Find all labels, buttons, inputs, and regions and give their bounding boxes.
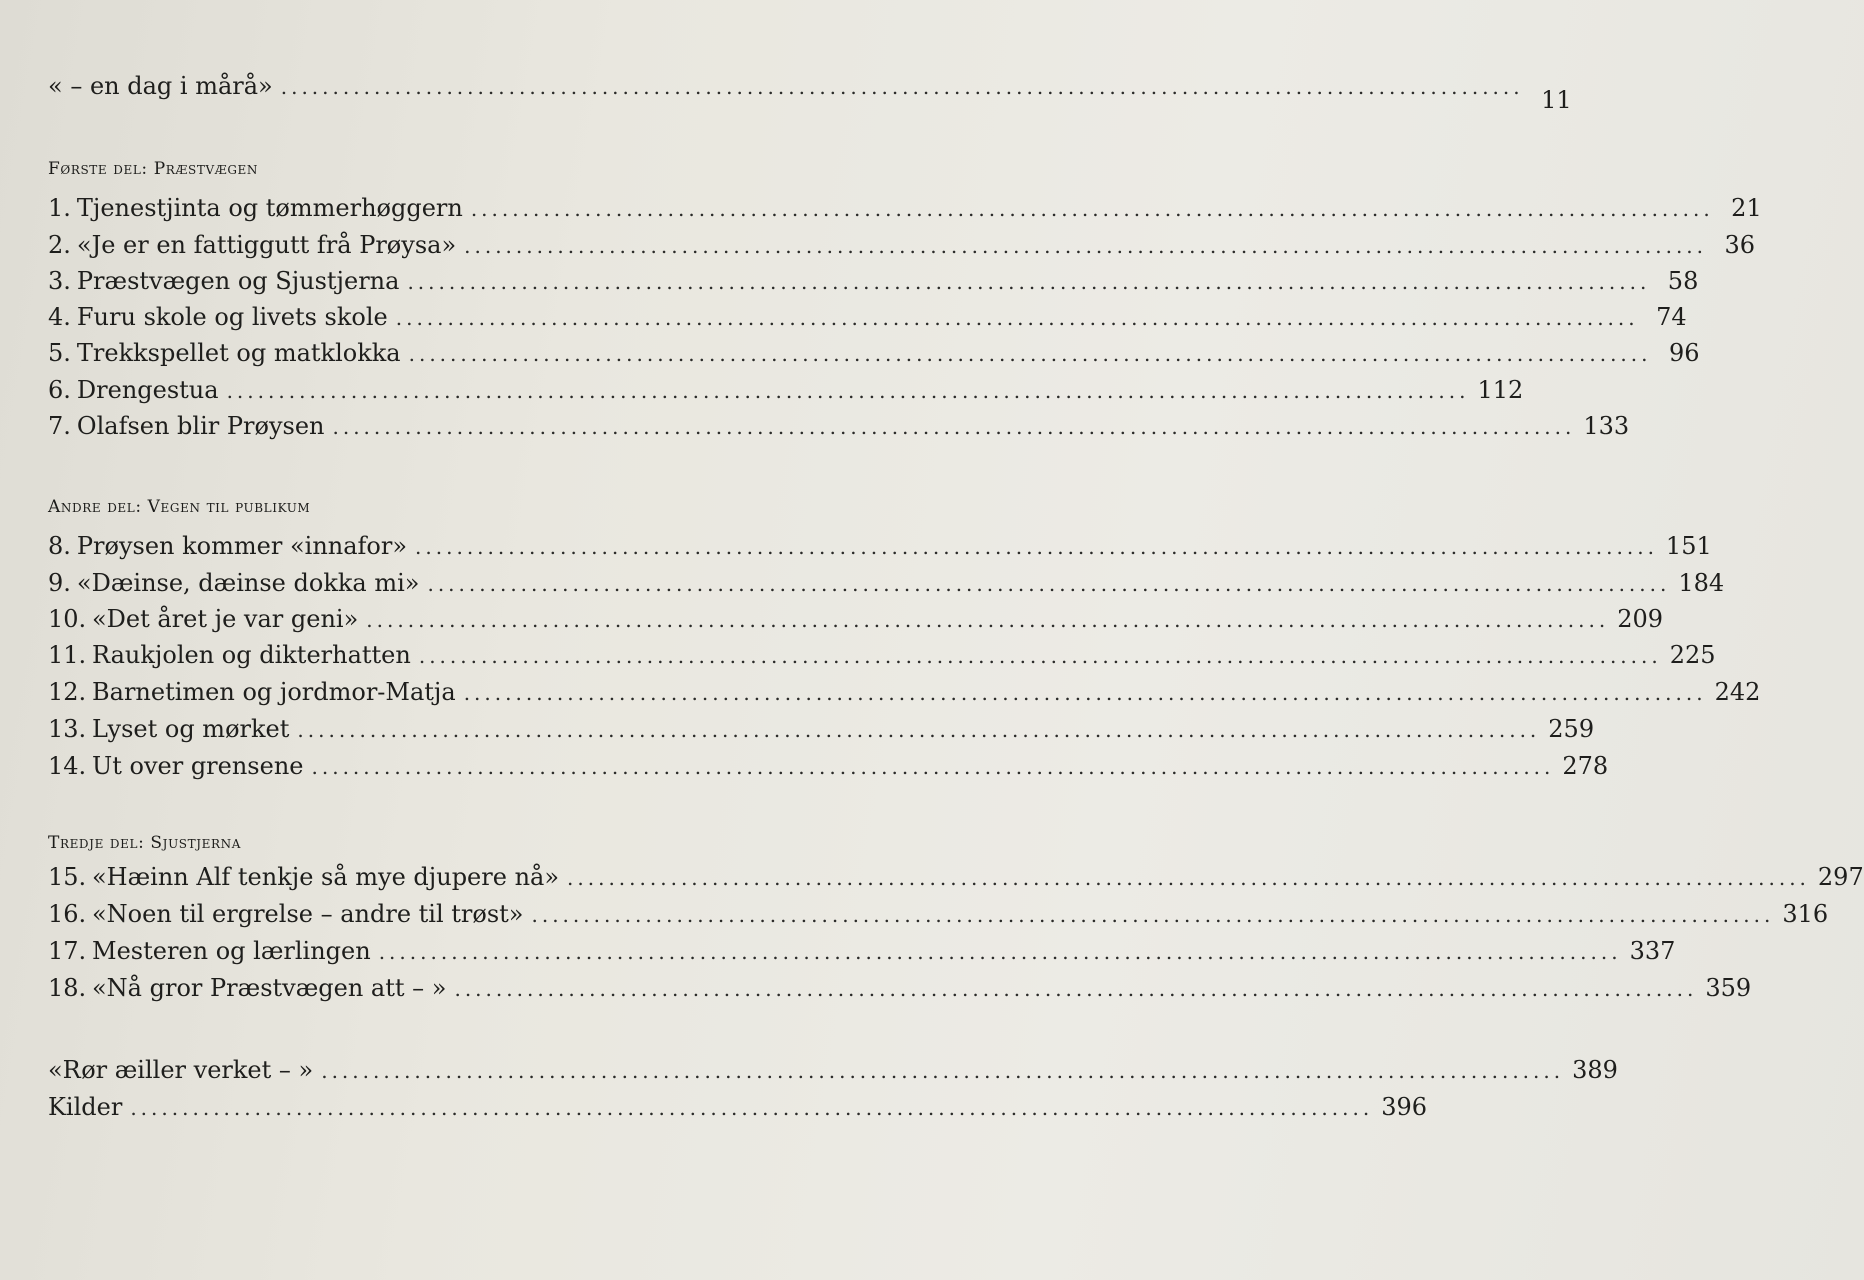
chapter-number: 13. bbox=[48, 715, 87, 743]
chapter-number: 17. bbox=[48, 937, 87, 965]
chapter-number: 2. bbox=[48, 231, 71, 259]
chapter-number: 4. bbox=[48, 303, 71, 331]
chapter-number: 6. bbox=[48, 376, 71, 404]
dot-leader: ........................................................................................................................ bbox=[311, 755, 1555, 779]
chapter-page: 112 bbox=[1477, 376, 1524, 404]
chapter-number: 3. bbox=[48, 267, 71, 295]
chapter-page: 242 bbox=[1714, 678, 1761, 706]
chapter-page: 209 bbox=[1617, 605, 1663, 633]
chapter-title: Furu skole og livets skole bbox=[76, 303, 388, 331]
chapter-title: «Je er en fattiggutt frå Prøysa» bbox=[76, 231, 457, 259]
toc-entry bbox=[48, 894, 1829, 934]
toc-entry bbox=[48, 406, 1630, 446]
chapter-title: «Hæinn Alf tenkje så mye djupere nå» bbox=[92, 863, 560, 891]
dot-leader: ........................................................................................................................ bbox=[470, 197, 1714, 221]
toc-entry bbox=[48, 188, 1762, 228]
chapter-number: 12. bbox=[48, 678, 87, 706]
dot-leader: ........................................................................................................................ bbox=[415, 535, 1658, 559]
toc-entry-title: «Rør æiller verket – » bbox=[48, 1056, 314, 1084]
chapter-page: 36 bbox=[1724, 231, 1756, 259]
toc-entry bbox=[48, 672, 1761, 712]
chapter-page: 21 bbox=[1731, 194, 1762, 222]
chapter-title: Lyset og mørket bbox=[92, 715, 290, 743]
toc-entry-title: Kilder bbox=[48, 1093, 123, 1121]
chapter-title: Barnetimen og jordmor-Matja bbox=[92, 678, 456, 706]
toc-entry-page: 396 bbox=[1381, 1093, 1428, 1121]
chapter-page: 74 bbox=[1656, 303, 1687, 331]
dot-leader: ........................................................................................................................ bbox=[378, 940, 1622, 964]
dot-leader: ........................................................................................................................ bbox=[395, 306, 1639, 330]
chapter-title: Mesteren og lærlingen bbox=[92, 937, 371, 965]
toc-entry-title: « – en dag i mårå» bbox=[48, 72, 273, 100]
chapter-page: 259 bbox=[1548, 715, 1595, 743]
toc-entry bbox=[48, 563, 1725, 603]
toc-entry bbox=[48, 297, 1687, 337]
dot-leader: ........................................................................................................................ bbox=[464, 234, 1708, 258]
dot-leader: ........................................................................................................................ bbox=[321, 1059, 1565, 1083]
chapter-title: «Nå gror Præstvægen att – » bbox=[92, 974, 447, 1002]
toc-entry bbox=[48, 370, 1524, 410]
chapter-page: 151 bbox=[1665, 532, 1712, 560]
toc-entry-epilogue bbox=[48, 1050, 1618, 1090]
chapter-title: Ut over grensene bbox=[92, 752, 304, 780]
chapter-title: Præstvægen og Sjustjerna bbox=[76, 267, 400, 295]
chapter-page: 297 bbox=[1817, 863, 1864, 891]
toc-entry bbox=[48, 635, 1716, 675]
toc-entry bbox=[48, 526, 1712, 566]
chapter-title: Olafsen blir Prøysen bbox=[76, 412, 325, 440]
dot-leader: ........................................................................................................................ bbox=[454, 977, 1698, 1001]
chapter-title: Drengestua bbox=[76, 376, 219, 404]
toc-entry bbox=[48, 599, 1663, 639]
chapter-title: «Noen til ergrelse – andre til trøst» bbox=[92, 900, 524, 928]
toc-entry bbox=[48, 746, 1609, 786]
dot-leader: ........................................................................................................................ bbox=[463, 681, 1707, 705]
chapter-number: 16. bbox=[48, 900, 87, 928]
dot-leader: ........................................................................................................................ bbox=[427, 572, 1671, 596]
chapter-page: 278 bbox=[1562, 752, 1609, 780]
chapter-page: 133 bbox=[1583, 412, 1630, 440]
chapter-page: 184 bbox=[1678, 569, 1725, 597]
toc-entry-prologue bbox=[48, 66, 1572, 114]
chapter-number: 15. bbox=[48, 863, 87, 891]
chapter-page: 359 bbox=[1705, 974, 1752, 1002]
chapter-number: 5. bbox=[48, 339, 71, 367]
chapter-page: 316 bbox=[1782, 900, 1829, 928]
toc-entry-sources bbox=[48, 1087, 1428, 1127]
part-heading: Tredje del: Sjustjerna bbox=[48, 833, 241, 853]
toc-entry-page: 389 bbox=[1572, 1056, 1618, 1084]
toc-entry bbox=[48, 709, 1595, 749]
chapter-page: 58 bbox=[1667, 267, 1699, 295]
dot-leader: ........................................................................................................................ bbox=[280, 75, 1524, 99]
toc-entry bbox=[48, 225, 1756, 265]
chapter-page: 96 bbox=[1668, 339, 1700, 367]
dot-leader: ........................................................................................................................ bbox=[226, 379, 1470, 403]
chapter-number: 11. bbox=[48, 641, 87, 669]
part-heading: Andre del: Vegen til publikum bbox=[48, 497, 311, 517]
chapter-number: 1. bbox=[48, 194, 71, 222]
dot-leader: ........................................................................................................................ bbox=[407, 270, 1651, 294]
dot-leader: ........................................................................................................................ bbox=[408, 342, 1652, 366]
chapter-title: Trekkspellet og matklokka bbox=[76, 339, 401, 367]
part-heading: Første del: Præstvægen bbox=[48, 159, 258, 179]
chapter-number: 18. bbox=[48, 974, 87, 1002]
dot-leader: ........................................................................................................................ bbox=[366, 608, 1610, 632]
chapter-number: 9. bbox=[48, 569, 71, 597]
chapter-number: 7. bbox=[48, 412, 71, 440]
chapter-title: Tjenestjinta og tømmerhøggern bbox=[76, 194, 463, 222]
toc-entry bbox=[48, 968, 1752, 1008]
chapter-title: «Dæinse, dæinse dokka mi» bbox=[76, 569, 420, 597]
dot-leader: ........................................................................................................................ bbox=[297, 718, 1541, 742]
chapter-number: 10. bbox=[48, 605, 87, 633]
toc-entry bbox=[48, 857, 1864, 897]
dot-leader: ........................................................................................................................ bbox=[332, 415, 1576, 439]
chapter-page: 337 bbox=[1629, 937, 1676, 965]
toc-entry bbox=[48, 931, 1676, 971]
chapter-title: «Det året je var geni» bbox=[92, 605, 359, 633]
chapter-title: Prøysen kommer «innafor» bbox=[76, 532, 408, 560]
chapter-number: 14. bbox=[48, 752, 87, 780]
toc-entry bbox=[48, 261, 1699, 301]
toc-entry bbox=[48, 333, 1700, 373]
chapter-number: 8. bbox=[48, 532, 71, 560]
dot-leader: ........................................................................................................................ bbox=[567, 866, 1810, 890]
toc-entry-page: 11 bbox=[1541, 86, 1572, 114]
dot-leader: ........................................................................................................................ bbox=[531, 903, 1775, 927]
chapter-page: 225 bbox=[1669, 641, 1716, 669]
dot-leader: ........................................................................................................................ bbox=[418, 644, 1662, 668]
chapter-title: Raukjolen og dikterhatten bbox=[92, 641, 411, 669]
dot-leader: ........................................................................................................................ bbox=[130, 1096, 1374, 1120]
